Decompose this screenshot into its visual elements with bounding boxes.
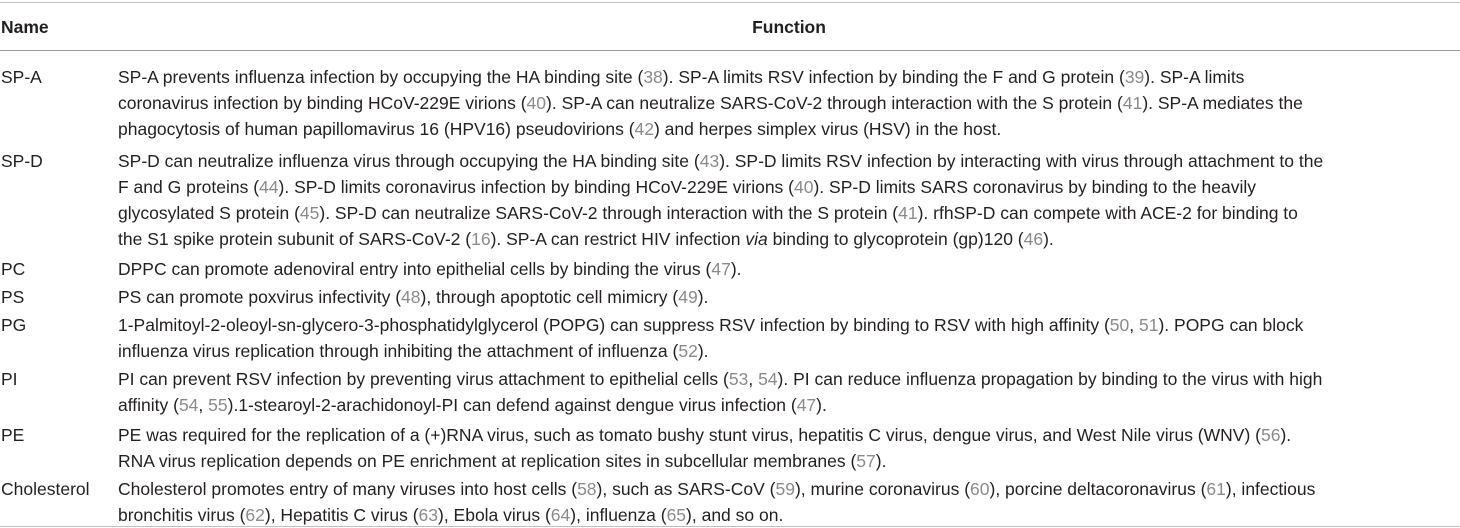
table-bottom-rule [0, 526, 1460, 527]
row-function [118, 284, 1460, 310]
function-line: SP-A prevents influenza infection by occupying the HA binding site (38). SP-A limits RSV infection by binding the F and G protein (39). SP-A limits [118, 67, 1245, 87]
row-name: PC [1, 259, 26, 279]
row-name: PI [1, 369, 18, 389]
function-line: coronavirus infection by binding HCoV-229E virions (40). SP-A can neutralize SARS-CoV-2 through interaction with the S protein (41). SP-A mediates the [118, 93, 1303, 113]
function-line: bronchitis virus (62), Hepatitis C virus (63), Ebola virus (64), influenza (65), and so on. [118, 505, 784, 525]
row-function [118, 476, 1460, 528]
row-name: PE [1, 425, 25, 445]
row-function [118, 422, 1460, 474]
function-line: DPPC can promote adenoviral entry into epithelial cells by binding the virus (47). [118, 259, 742, 279]
function-line: glycosylated S protein (45). SP-D can neutralize SARS-CoV-2 through interaction with the S protein (41). rfhSP-D can compete with ACE-2 for binding to [118, 203, 1298, 223]
row-name: SP-D [1, 151, 43, 171]
row-name: PS [1, 287, 25, 307]
function-line: the S1 spike protein subunit of SARS-CoV-2 (16). SP-A can restrict HIV infection via binding to glycoprotein (gp)120 (46). [118, 229, 1054, 249]
function-line: Cholesterol promotes entry of many viruses into host cells (58), such as SARS-CoV (59), murine coronavirus (60), porcine deltacoronavirus (61), infectious [118, 479, 1316, 499]
function-line: phagocytosis of human papillomavirus 16 (HPV16) pseudovirions (42) and herpes simplex virus (HSV) in the host. [118, 119, 1002, 139]
row-name: SP-A [1, 67, 42, 87]
function-line: SP-D can neutralize influenza virus through occupying the HA binding site (43). SP-D limits RSV infection by interacting with virus through attachment to the [118, 151, 1324, 171]
row-name: PG [1, 315, 27, 335]
function-line: PE was required for the replication of a (+)RNA virus, such as tomato bushy stunt virus, hepatitis C virus, dengue virus, and West Nile virus (WNV) (56). [118, 425, 1292, 445]
row-function [118, 64, 1460, 142]
function-line: PS can promote poxvirus infectivity (48), through apoptotic cell mimicry (49). [118, 287, 709, 307]
row-name: Cholesterol [1, 479, 90, 499]
function-line: 1-Palmitoyl-2-oleoyl-sn-glycero-3-phosphatidylglycerol (POPG) can suppress RSV infection by binding to RSV with high affinity (50, 51). POPG can block [118, 315, 1304, 335]
function-line: PI can prevent RSV infection by preventing virus attachment to epithelial cells (53, 54). PI can reduce influenza propagation by binding to the virus with high [118, 369, 1323, 389]
function-line: affinity (54, 55).1-stearoyl-2-arachidonoyl-PI can defend against dengue virus infection (47). [118, 395, 827, 415]
row-function [118, 148, 1460, 252]
row-function [118, 366, 1460, 418]
function-line: RNA virus replication depends on PE enrichment at replication sites in subcellular membranes (57). [118, 451, 887, 471]
function-line: F and G proteins (44). SP-D limits coronavirus infection by binding HCoV-229E virions (40). SP-D limits SARS coronavirus by binding to the heavily [118, 177, 1257, 197]
column-header-function: Function [752, 17, 826, 37]
row-function [118, 256, 1460, 282]
function-line: influenza virus replication through inhibiting the attachment of influenza (52). [118, 341, 709, 361]
column-header-name: Name [1, 17, 49, 37]
row-function [118, 312, 1460, 364]
table-top-rule [0, 2, 1460, 3]
header-rule [0, 50, 1460, 51]
